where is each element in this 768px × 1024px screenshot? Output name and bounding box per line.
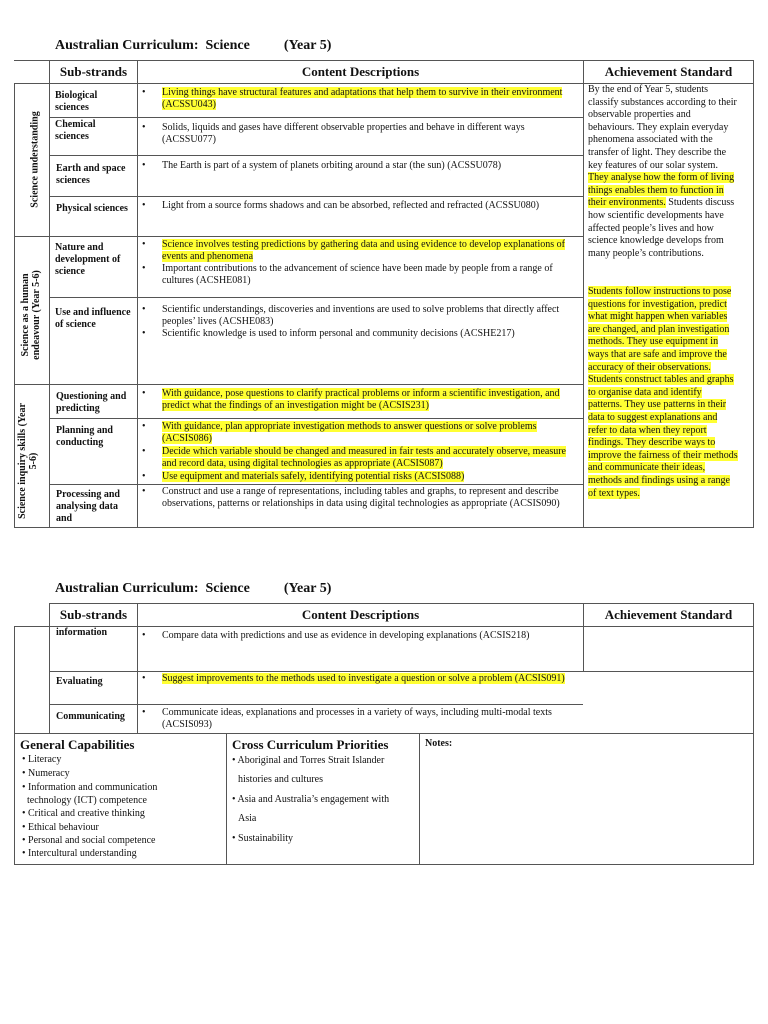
strand-questioning-predicting: Questioning and predicting	[56, 391, 127, 414]
group-label-inquiry-skills: Science inquiry skills (Year 5-6)	[17, 403, 39, 519]
content-item: • Decide which variable should be changed and measured in fair tests and accurately observe, measure and record data, using digital technologies as appropriate (ACSIS087)	[142, 446, 566, 469]
table2-lower-border	[14, 733, 754, 734]
group-label-human-endeavour: Science as a human endeavour (Year 5-6)	[20, 270, 42, 360]
content-item: • The Earth is part of a system of planets orbiting around a star (the sun) (ACSSU078)	[142, 160, 502, 171]
table2-top-border	[49, 603, 754, 604]
notes-label: Notes:	[425, 738, 453, 749]
table1-top-border	[14, 60, 754, 61]
row-border	[49, 704, 583, 705]
group-border	[14, 236, 583, 237]
row-border	[49, 484, 583, 485]
strand-earth-space-sciences: Earth and space sciences	[56, 163, 126, 186]
content-item: • Compare data with predictions and use as evidence in developing explanations (ACSIS218)	[142, 630, 530, 641]
lower-col-divider	[226, 733, 227, 864]
page-title-1: Australian Curriculum: Science (Year 5)	[55, 38, 332, 53]
strand-use-influence: Use and influence of science	[55, 307, 131, 330]
content-item: • Solids, liquids and gases have different observable properties and behave in different ways (ACSSU077)	[142, 122, 525, 145]
strand-biological-sciences: Biological sciences	[55, 90, 98, 113]
strand-planning-conducting: Planning and conducting	[56, 425, 113, 448]
content-item: • Scientific knowledge is used to inform personal and community decisions (ACSHE217)	[142, 328, 515, 339]
header-substrands: Sub-strands	[59, 64, 128, 79]
group-border	[14, 384, 583, 385]
content-item: • Living things have structural features and adaptations that help them to survive in their environment (ACSSU043)	[142, 87, 563, 110]
strand-processing-analysing: Processing and analysing data and	[56, 489, 120, 524]
content-item: • Important contributions to the advancement of science have been made by people from a range of cultures (ACSHE081)	[142, 263, 553, 286]
strand-communicating: Communicating	[56, 711, 125, 722]
priority-item-cont: histories and cultures	[238, 774, 323, 785]
capability-item: • Information and communication	[22, 782, 158, 793]
table1-right-border	[753, 60, 754, 527]
capability-item: • Intercultural understanding	[22, 848, 137, 859]
strand-physical-sciences: Physical sciences	[56, 203, 128, 214]
header-content-descriptions: Content Descriptions	[301, 64, 420, 79]
priority-item: • Asia and Australia’s engagement with	[232, 794, 390, 805]
table1-left-border	[14, 84, 15, 527]
content-item: • Light from a source forms shadows and can be absorbed, reflected and refracted (ACSSU080)	[142, 200, 540, 211]
header-achievement-standard: Achievement Standard	[604, 64, 733, 79]
capability-item-cont: technology (ICT) competence	[27, 795, 147, 806]
table2-right-border	[753, 603, 754, 865]
row-border	[49, 196, 583, 197]
capability-item: • Ethical behaviour	[22, 822, 99, 833]
lower-col-divider	[419, 733, 420, 864]
row-border	[49, 671, 754, 672]
row-border	[49, 297, 583, 298]
row-border	[49, 418, 583, 419]
table2-left-border	[14, 626, 15, 865]
table2-bottom-border	[14, 864, 754, 865]
content-item: • With guidance, plan appropriate investigation methods to answer questions or solve problems (ACSIS086)	[142, 421, 537, 444]
cross-curriculum-heading: Cross Curriculum Priorities	[232, 737, 389, 752]
content-item: • Scientific understandings, discoveries and inventions are used to solve problems that directly affect peoples’ lives (ACSHE083)	[142, 304, 560, 327]
general-capabilities-heading: General Capabilities	[20, 737, 135, 752]
header-substrands-2: Sub-strands	[59, 607, 128, 622]
capability-item: • Numeracy	[22, 768, 70, 779]
table1-col-divider	[583, 60, 584, 527]
row-border	[49, 155, 583, 156]
content-item: • With guidance, pose questions to clarify practical problems or inform a scientific investigation, and predict what the findings of an investigation might be (ACSIS231)	[142, 388, 560, 411]
content-item: • Use equipment and materials safely, identifying potential risks (ACSIS088)	[142, 471, 465, 482]
strand-evaluating: Evaluating	[56, 676, 103, 687]
content-item: • Suggest improvements to the methods used to investigate a question or solve a problem (ACSIS091)	[142, 673, 565, 684]
header-achievement-standard-2: Achievement Standard	[604, 607, 733, 622]
strand-nature-development: Nature and development of science	[55, 242, 121, 277]
table1-bottom-border	[14, 527, 754, 528]
table1-col-divider	[49, 60, 50, 527]
page-title-2: Australian Curriculum: Science (Year 5)	[55, 581, 332, 596]
priority-item: • Aboriginal and Torres Strait Islander	[232, 755, 385, 766]
row-border	[49, 117, 583, 118]
strand-chemical-sciences: Chemical sciences	[55, 119, 96, 142]
group-label-science-understanding: Science understanding	[29, 111, 41, 208]
priority-item-cont: Asia	[238, 813, 257, 824]
capability-item: • Critical and creative thinking	[22, 808, 145, 819]
header-content-descriptions-2: Content Descriptions	[301, 607, 420, 622]
content-item: • Construct and use a range of representations, including tables and graphs, to represent and describe observations, patterns or relationships in data using digital technologies as appropriate (ACSIS090)	[142, 486, 560, 509]
capability-item: • Personal and social competence	[22, 835, 156, 846]
achievement-standard-text: By the end of Year 5, students classify substances according to their observable properties and behaviours. They explain everyday phenomena associated with the transfer of light. They describe the key features of our solar system. They analyse how the form of living things enables them to function in their environments. Students discuss how scientific developments have affected people’s lives and how science knowledge develops from many people’s contributions.	[588, 84, 737, 259]
strand-information: information	[56, 627, 108, 638]
priority-item: • Sustainability	[232, 833, 294, 844]
content-item: • Communicate ideas, explanations and processes in a variety of ways, including multi-modal texts (ACSIS093)	[142, 707, 552, 730]
content-item: • Science involves testing predictions by gathering data and using evidence to develop explanations of events and phenomena	[142, 239, 565, 262]
table1-col-divider	[137, 60, 138, 527]
achievement-standard-text-2: Students follow instructions to pose questions for investigation, predict what might happen when variables are changed, and plan investigation methods. They use equipment in ways that are safe and improve the accuracy of their observations. Students construct tables and graphs to organise data and identify patterns. They use patterns in their data to suggest explanations and refer to data when they report findings. They describe ways to improve the fairness of their methods and communicate their ideas, methods and findings using a range of text types.	[588, 286, 738, 499]
capability-item: • Literacy	[22, 754, 62, 765]
